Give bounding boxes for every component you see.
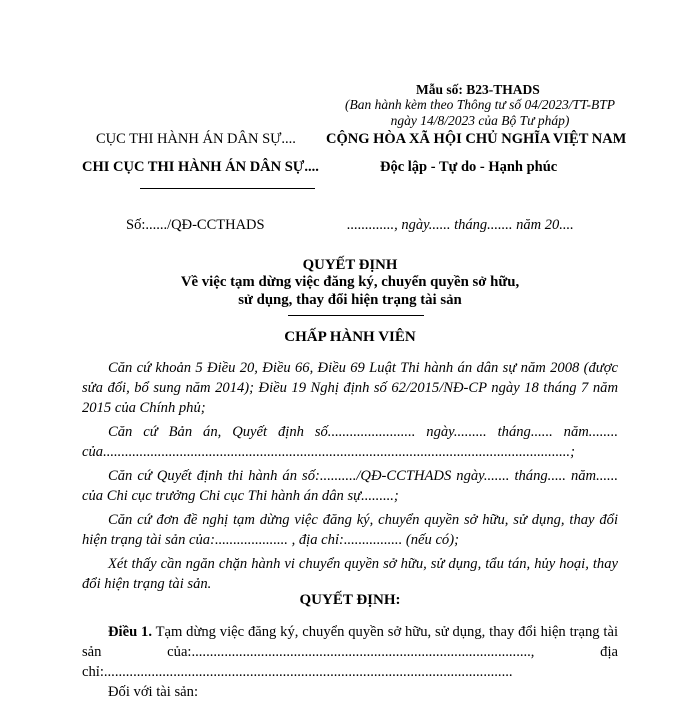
place-date-line: ............., ngày...... tháng....... năm 20.... — [347, 217, 574, 233]
basis-law: Căn cứ khoản 5 Điều 20, Điều 66, Điều 69 Luật Thi hành án dân sự năm 2008 (được sửa đổi, bổ sung năm 2014); Điều 19 Nghị định số 62/2015/NĐ-CP ngày 18 tháng 7 năm 2015 của Chính phủ; — [82, 360, 618, 416]
issuing-authority: CHẤP HÀNH VIÊN — [284, 329, 416, 345]
decision-subject-line-2: sử dụng, thay đổi hiện trạng tài sản — [238, 292, 462, 308]
agency-name: CỤC THI HÀNH ÁN DÂN SỰ.... — [96, 131, 296, 147]
title-divider — [288, 315, 424, 316]
form-issued-line-2: ngày 14/8/2023 của Bộ Tư pháp) — [390, 113, 570, 128]
decision-heading: QUYẾT ĐỊNH: — [299, 592, 401, 608]
decision-subject-line-1: Về việc tạm dừng việc đăng ký, chuyển quyền sở hữu, — [180, 274, 520, 290]
sub-agency-name: CHI CỤC THI HÀNH ÁN DÂN SỰ.... — [82, 159, 319, 175]
decision-title: QUYẾT ĐỊNH — [302, 257, 398, 273]
basis-enforcement-decision: Căn cứ Quyết định thi hành án số:........../QĐ-CCTHADS ngày....... tháng..... năm...... của Chi cục trưởng Chi cục Thi hành án dân sự.........; — [82, 468, 618, 504]
document-number: Số:....../QĐ-CCTHADS — [126, 217, 265, 233]
left-header-divider — [140, 188, 315, 189]
basis-consideration: Xét thấy cần ngăn chặn hành vi chuyển quyền sở hữu, sử dụng, tẩu tán, hủy hoại, thay đổi hiện trạng tài sản. — [82, 556, 618, 592]
article-1-label: Điều 1. — [108, 624, 152, 640]
article-1-assets: Đối với tài sản: — [108, 684, 198, 700]
form-number: Mẫu số: B23-THADS — [416, 82, 540, 97]
basis-judgment: Căn cứ Bản án, Quyết định số........................ ngày......... tháng...... năm........ của................................................................................................................................; — [82, 424, 618, 460]
article-1 — [82, 622, 618, 702]
basis-request: Căn cứ đơn đề nghị tạm dừng việc đăng ký, chuyển quyền sở hữu, sử dụng, thay đổi hiện trạng tài sản của:.................... , địa chỉ:................ (nếu có); — [82, 512, 618, 548]
national-motto: Độc lập - Tự do - Hạnh phúc — [380, 159, 558, 175]
country-name: CỘNG HÒA XÃ HỘI CHỦ NGHĨA VIỆT NAM — [326, 131, 627, 147]
legal-bases — [82, 358, 618, 594]
article-1-text: Tạm dừng việc đăng ký, chuyển quyền sở hữu, sử dụng, thay đổi hiện trạng tài sản của:............................................................................................., địa chỉ:................................................................................................................ — [82, 624, 618, 680]
form-issued-line-1: (Ban hành kèm theo Thông tư số 04/2023/TT-BTP — [345, 97, 615, 112]
